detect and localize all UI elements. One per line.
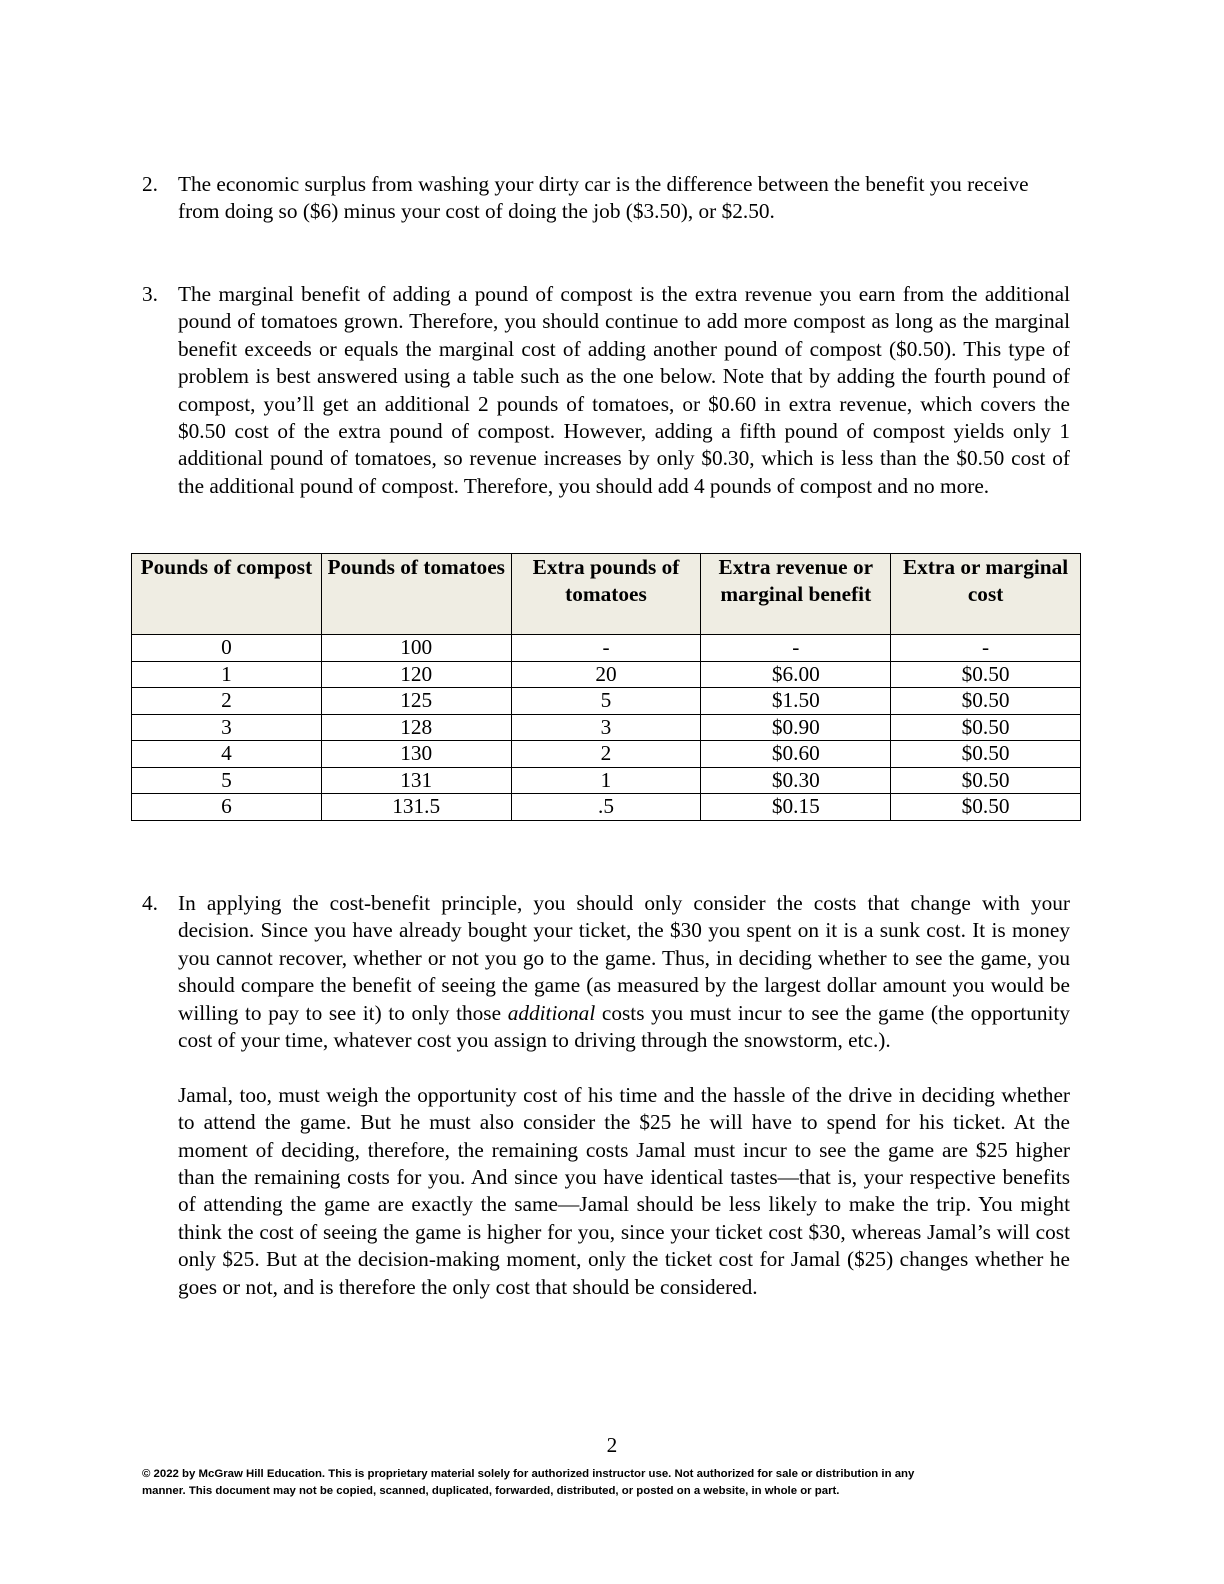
column-header: Extra or marginal cost bbox=[891, 554, 1081, 635]
table-cell: $0.50 bbox=[891, 767, 1081, 794]
item-number: 4. bbox=[142, 891, 158, 915]
table-cell: $0.30 bbox=[701, 767, 891, 794]
footer-line: manner. This document may not be copied, scanned, duplicated, forwarded, distributed, or posted on a website, in whole or part. bbox=[142, 1484, 840, 1497]
column-header: Extra pounds of tomatoes bbox=[511, 554, 701, 635]
table-cell: 3 bbox=[132, 714, 322, 741]
paragraph-text: costs you must incur to see the game (the opportunity cost of your time, whatever cost you assign to driving through the snowstorm, etc.). bbox=[178, 1000, 1070, 1053]
table-cell: $0.50 bbox=[891, 741, 1081, 768]
table-row bbox=[132, 767, 1081, 794]
table-cell: 131 bbox=[321, 767, 511, 794]
table-cell: - bbox=[701, 635, 891, 662]
column-header: Pounds of tomatoes bbox=[321, 554, 511, 635]
column-header: Extra revenue or marginal benefit bbox=[701, 554, 891, 635]
table-cell: .5 bbox=[511, 794, 701, 821]
table-row bbox=[132, 741, 1081, 768]
table-cell: 120 bbox=[321, 661, 511, 688]
table-cell: - bbox=[511, 635, 701, 662]
table-cell: $0.90 bbox=[701, 714, 891, 741]
table-row bbox=[132, 635, 1081, 662]
table-cell: 2 bbox=[511, 741, 701, 768]
item-paragraph: Jamal, too, must weigh the opportunity cost of his time and the hassle of the drive in deciding whether to attend the game. But he must also consider the $25 he will have to spend for his ticket. At the moment of deciding, therefore, the remaining costs Jamal must incur to see the game are $25 higher than the remaining costs for you. And since you have identical tastes—that is, your respective benefits of attending the game are exactly the same—Jamal should be less likely to make the trip. You might think the cost of seeing the game is higher for you, since your ticket cost $30, whereas Jamal’s will cost only $25. But at the decision-making moment, only the ticket cost for Jamal ($25) changes whether he goes or not, and is therefore the only cost that should be considered. bbox=[178, 1082, 1070, 1299]
item-number: 2. bbox=[142, 172, 158, 196]
compost-table bbox=[131, 553, 1081, 821]
table-cell: 128 bbox=[321, 714, 511, 741]
table-cell: $0.15 bbox=[701, 794, 891, 821]
table-cell: 0 bbox=[132, 635, 322, 662]
table-cell: 5 bbox=[132, 767, 322, 794]
table-cell: $0.60 bbox=[701, 741, 891, 768]
table-cell: 125 bbox=[321, 688, 511, 715]
table-row bbox=[132, 688, 1081, 715]
table-cell: 1 bbox=[511, 767, 701, 794]
table-cell: 3 bbox=[511, 714, 701, 741]
column-header: Pounds of compost bbox=[132, 554, 322, 635]
answer-item-2 bbox=[142, 171, 1072, 226]
table-cell: 20 bbox=[511, 661, 701, 688]
table-cell: 130 bbox=[321, 741, 511, 768]
item-paragraph: The economic surplus from washing your dirty car is the difference between the benefit you receive from doing so ($6) minus your cost of doing the job ($3.50), or $2.50. bbox=[178, 172, 1029, 224]
table-cell: $0.50 bbox=[891, 661, 1081, 688]
table-cell: 131.5 bbox=[321, 794, 511, 821]
answer-item-3 bbox=[142, 281, 1072, 500]
paragraph-text: In applying the cost-benefit principle, you should only consider the costs that change with your decision. Since you have already bought your ticket, the $30 you spent on it is a sunk cost. It is money you cannot recover, whether or not you go to the game. Thus, in deciding whether to see the game, you should compare the benefit of seeing the game (as measured by the largest dollar amount you would be willing to pay to see it) to only those bbox=[178, 891, 1070, 1025]
table-row bbox=[132, 661, 1081, 688]
table-cell: $6.00 bbox=[701, 661, 891, 688]
table-cell: $0.50 bbox=[891, 794, 1081, 821]
table-cell: 4 bbox=[132, 741, 322, 768]
table-row bbox=[132, 794, 1081, 821]
table-cell: 2 bbox=[132, 688, 322, 715]
table-cell: 6 bbox=[132, 794, 322, 821]
table-header-row bbox=[132, 554, 1081, 635]
item-number: 3. bbox=[142, 282, 158, 306]
table-cell: 100 bbox=[321, 635, 511, 662]
answer-item-4 bbox=[142, 890, 1072, 1301]
page-number: 2 bbox=[606, 1433, 618, 1457]
table-cell: $1.50 bbox=[701, 688, 891, 715]
table-cell: $0.50 bbox=[891, 688, 1081, 715]
item-paragraph: The marginal benefit of adding a pound of compost is the extra revenue you earn from the additional pound of tomatoes grown. Therefore, you should continue to add more compost as long as the marginal benefit exceeds or equals the marginal cost of adding another pound of compost ($0.50). This type of problem is best answered using a table such as the one below. Note that by adding the fourth pound of compost, you’ll get an additional 2 pounds of tomatoes, or $0.60 in extra revenue, which covers the $0.50 cost of the extra pound of compost. However, adding a fifth pound of compost yields only 1 additional pound of tomatoes, so revenue increases by only $0.30, which is less than the $0.50 cost of the additional pound of compost. Therefore, you should add 4 pounds of compost and no more. bbox=[178, 282, 1070, 498]
footer-line: © 2022 by McGraw Hill Education. This is proprietary material solely for authorized instructor use. Not authorized for sale or distribution in any bbox=[142, 1468, 915, 1480]
table-cell: 5 bbox=[511, 688, 701, 715]
item-paragraph bbox=[178, 890, 1070, 1054]
table-cell: $0.50 bbox=[891, 714, 1081, 741]
copyright-footer bbox=[142, 1466, 1042, 1499]
italic-emphasis: additional bbox=[507, 1000, 596, 1025]
table-row bbox=[132, 714, 1081, 741]
table-cell: 1 bbox=[132, 661, 322, 688]
table-cell: - bbox=[891, 635, 1081, 662]
